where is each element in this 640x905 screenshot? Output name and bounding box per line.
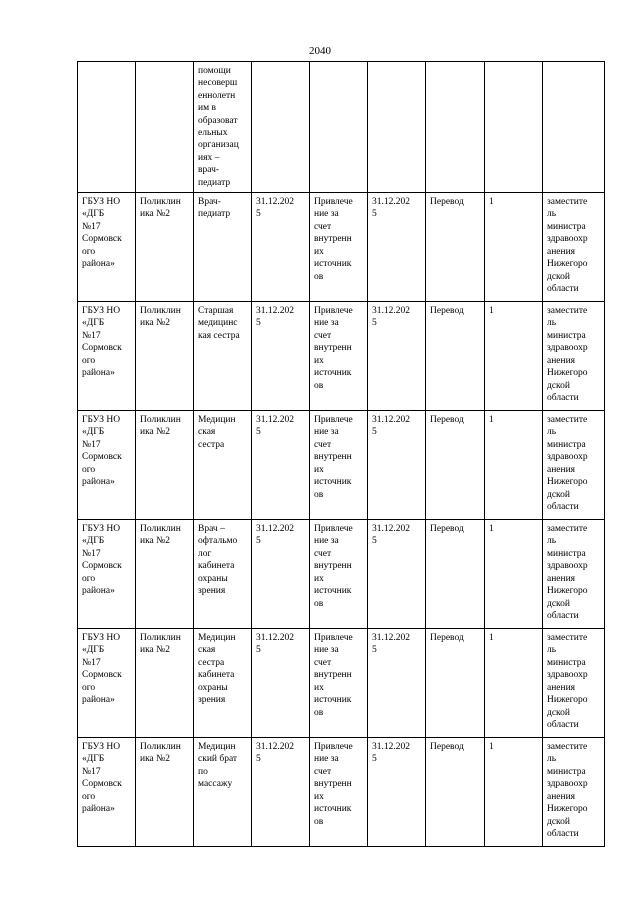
table-cell [543,62,605,193]
responsible-cell: заместите ль министра здравоохр анения Нижегоро дской области [543,302,605,411]
date-cell: 31.12.202 5 [368,411,426,520]
method-cell: Привлече ние за счет внутренн их источник ов [310,302,368,411]
type-cell: Перевод [426,520,485,629]
table-row-continuation [78,62,605,193]
responsible-cell: заместите ль министра здравоохр анения Нижегоро дской области [543,629,605,738]
position-cell: Медицин ская сестра [194,411,252,520]
date-cell: 31.12.202 5 [368,738,426,847]
position-cell: Медицин ский брат по массажу [194,738,252,847]
date-cell: 31.12.202 5 [252,193,310,302]
institution-cell: ГБУЗ НО «ДГБ №17 Сормовск ого района» [78,629,136,738]
method-cell: Привлече ние за счет внутренн их источник ов [310,629,368,738]
table-row [78,302,605,411]
subdivision-cell: Поликлин ика №2 [136,738,194,847]
date-cell: 31.12.202 5 [368,629,426,738]
date-cell: 31.12.202 5 [252,302,310,411]
subdivision-cell: Поликлин ика №2 [136,411,194,520]
subdivision-cell: Поликлин ика №2 [136,302,194,411]
method-cell: Привлече ние за счет внутренн их источник ов [310,520,368,629]
type-cell: Перевод [426,302,485,411]
staffing-table [77,61,605,847]
date-cell: 31.12.202 5 [252,738,310,847]
institution-cell: ГБУЗ НО «ДГБ №17 Сормовск ого района» [78,302,136,411]
responsible-cell: заместите ль министра здравоохр анения Нижегоро дской области [543,411,605,520]
position-cell: Старшая медицинс кая сестра [194,302,252,411]
table-row [78,738,605,847]
date-cell: 31.12.202 5 [252,411,310,520]
date-cell: 31.12.202 5 [252,520,310,629]
position-cell: Медицин ская сестра кабинета охраны зрения [194,629,252,738]
institution-cell: ГБУЗ НО «ДГБ №17 Сормовск ого района» [78,520,136,629]
position-cell: Врач – офтальмо лог кабинета охраны зрения [194,520,252,629]
method-cell: Привлече ние за счет внутренн их источник ов [310,411,368,520]
table-row [78,629,605,738]
type-cell: Перевод [426,411,485,520]
count-cell: 1 [485,520,543,629]
table-cell [485,62,543,193]
table-cell [310,62,368,193]
table-row [78,520,605,629]
table-cell [368,62,426,193]
count-cell: 1 [485,411,543,520]
page-number: 2040 [309,45,331,57]
count-cell: 1 [485,193,543,302]
type-cell: Перевод [426,629,485,738]
institution-cell: ГБУЗ НО «ДГБ №17 Сормовск ого района» [78,193,136,302]
subdivision-cell: Поликлин ика №2 [136,520,194,629]
table-cell [252,62,310,193]
date-cell: 31.12.202 5 [368,302,426,411]
date-cell: 31.12.202 5 [368,193,426,302]
type-cell: Перевод [426,193,485,302]
subdivision-cell: Поликлин ика №2 [136,193,194,302]
responsible-cell: заместите ль министра здравоохр анения Нижегоро дской области [543,193,605,302]
institution-cell: ГБУЗ НО «ДГБ №17 Сормовск ого района» [78,738,136,847]
count-cell: 1 [485,302,543,411]
method-cell: Привлече ние за счет внутренн их источник ов [310,193,368,302]
method-cell: Привлече ние за счет внутренн их источник ов [310,738,368,847]
date-cell: 31.12.202 5 [252,629,310,738]
table-row [78,193,605,302]
type-cell: Перевод [426,738,485,847]
table-cell: помощи несоверш еннолетн им в образоват ельных организац иях – врач- педиатр [194,62,252,193]
table-cell [136,62,194,193]
responsible-cell: заместите ль министра здравоохр анения Нижегоро дской области [543,520,605,629]
institution-cell: ГБУЗ НО «ДГБ №17 Сормовск ого района» [78,411,136,520]
subdivision-cell: Поликлин ика №2 [136,629,194,738]
date-cell: 31.12.202 5 [368,520,426,629]
position-cell: Врач- педиатр [194,193,252,302]
count-cell: 1 [485,738,543,847]
responsible-cell: заместите ль министра здравоохр анения Нижегоро дской области [543,738,605,847]
table-cell [78,62,136,193]
count-cell: 1 [485,629,543,738]
table-row [78,411,605,520]
table-cell [426,62,485,193]
